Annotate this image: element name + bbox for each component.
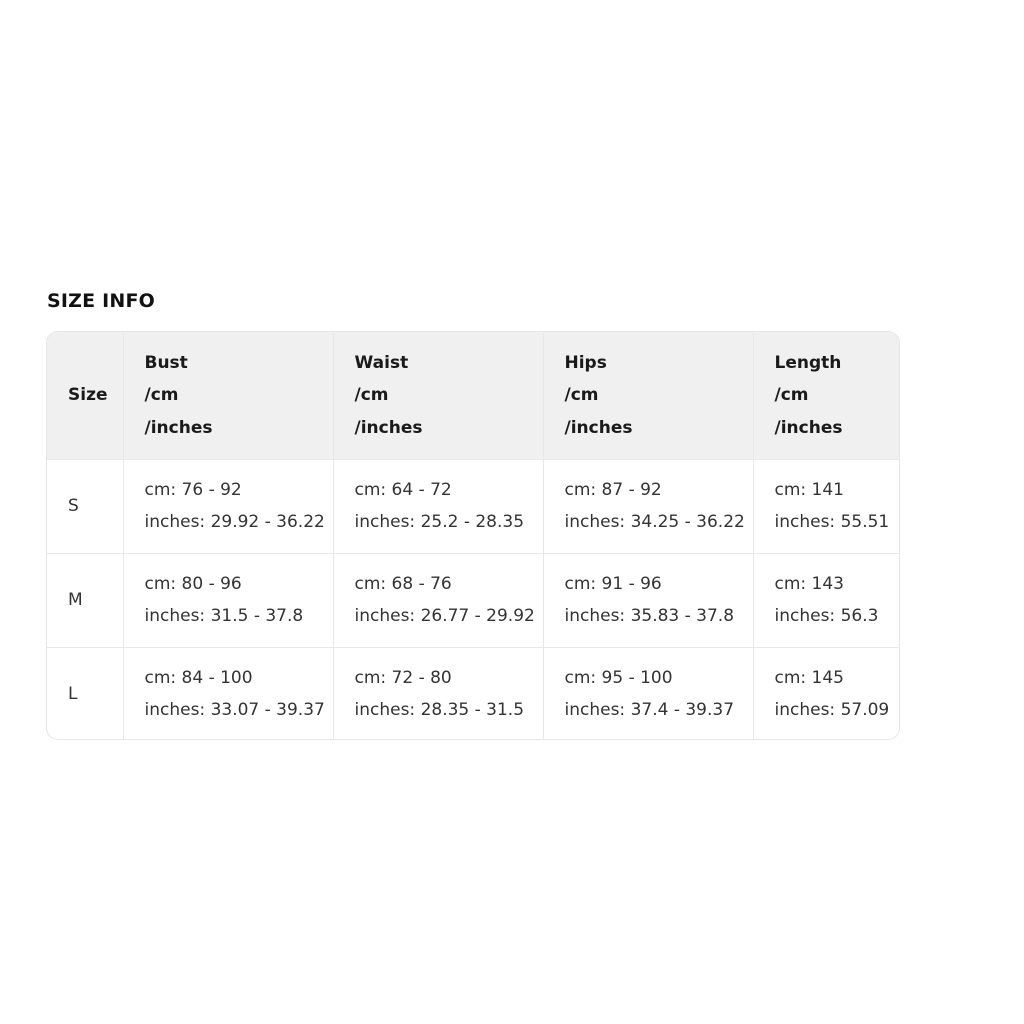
size-cell: L (47, 647, 123, 740)
hips-cell (543, 459, 753, 553)
table-body (47, 459, 899, 740)
hips-cell (543, 553, 753, 647)
table-row (47, 647, 899, 740)
section-title: SIZE INFO (47, 290, 156, 312)
header-waist-unit-cm: /cm (354, 385, 389, 405)
length-cell (753, 459, 899, 553)
header-bust-unit-inches: /inches (144, 417, 213, 438)
bust-cell (123, 459, 333, 553)
header-bust-label: Bust (144, 352, 188, 373)
header-hips-unit-cm: /cm (564, 385, 599, 405)
header-waist (333, 332, 543, 459)
length-inches: inches: 55.51 (774, 512, 890, 532)
bust-cell (123, 553, 333, 647)
hips-cm: cm: 95 - 100 (564, 667, 673, 688)
hips-cm: cm: 87 - 92 (564, 479, 662, 500)
header-hips-label: Hips (564, 352, 607, 373)
header-waist-label: Waist (354, 352, 409, 373)
waist-inches: inches: 28.35 - 31.5 (354, 700, 525, 721)
header-length-label: Length (774, 352, 842, 373)
bust-inches: inches: 29.92 - 36.22 (144, 512, 325, 532)
waist-cm: cm: 64 - 72 (354, 479, 452, 500)
length-inches: inches: 57.09 (774, 700, 890, 721)
waist-cm: cm: 72 - 80 (354, 667, 452, 688)
bust-cm: cm: 80 - 96 (144, 573, 242, 594)
waist-cell (333, 647, 543, 740)
size-cell: M (47, 553, 123, 647)
length-inches: inches: 56.3 (774, 606, 879, 626)
size-table-container (46, 331, 900, 740)
waist-cell (333, 459, 543, 553)
bust-inches: inches: 33.07 - 39.37 (144, 700, 325, 721)
length-cm: cm: 145 (774, 667, 844, 688)
bust-cell (123, 647, 333, 740)
length-cell (753, 647, 899, 740)
bust-cm: cm: 84 - 100 (144, 667, 253, 688)
header-length (753, 332, 899, 459)
hips-inches: inches: 34.25 - 36.22 (564, 512, 745, 532)
header-row (47, 332, 899, 459)
length-cm: cm: 141 (774, 479, 844, 500)
table-header (47, 332, 899, 459)
table-row (47, 459, 899, 553)
hips-cell (543, 647, 753, 740)
header-hips-unit-inches: /inches (564, 417, 633, 438)
length-cell (753, 553, 899, 647)
waist-inches: inches: 26.77 - 29.92 (354, 606, 535, 626)
waist-cm: cm: 68 - 76 (354, 573, 452, 594)
header-size-label: Size (68, 385, 108, 405)
table-row (47, 553, 899, 647)
header-hips (543, 332, 753, 459)
header-length-unit-cm: /cm (774, 385, 809, 405)
bust-cm: cm: 76 - 92 (144, 479, 242, 500)
size-cell: S (47, 459, 123, 553)
bust-inches: inches: 31.5 - 37.8 (144, 606, 304, 626)
hips-inches: inches: 37.4 - 39.37 (564, 700, 735, 721)
length-cm: cm: 143 (774, 573, 844, 594)
hips-cm: cm: 91 - 96 (564, 573, 662, 594)
header-length-unit-inches: /inches (774, 417, 843, 438)
header-size (47, 332, 123, 459)
hips-inches: inches: 35.83 - 37.8 (564, 606, 735, 626)
header-waist-unit-inches: /inches (354, 417, 423, 438)
header-bust (123, 332, 333, 459)
waist-cell (333, 553, 543, 647)
size-table (47, 332, 899, 740)
waist-inches: inches: 25.2 - 28.35 (354, 512, 525, 532)
header-bust-unit-cm: /cm (144, 385, 179, 405)
